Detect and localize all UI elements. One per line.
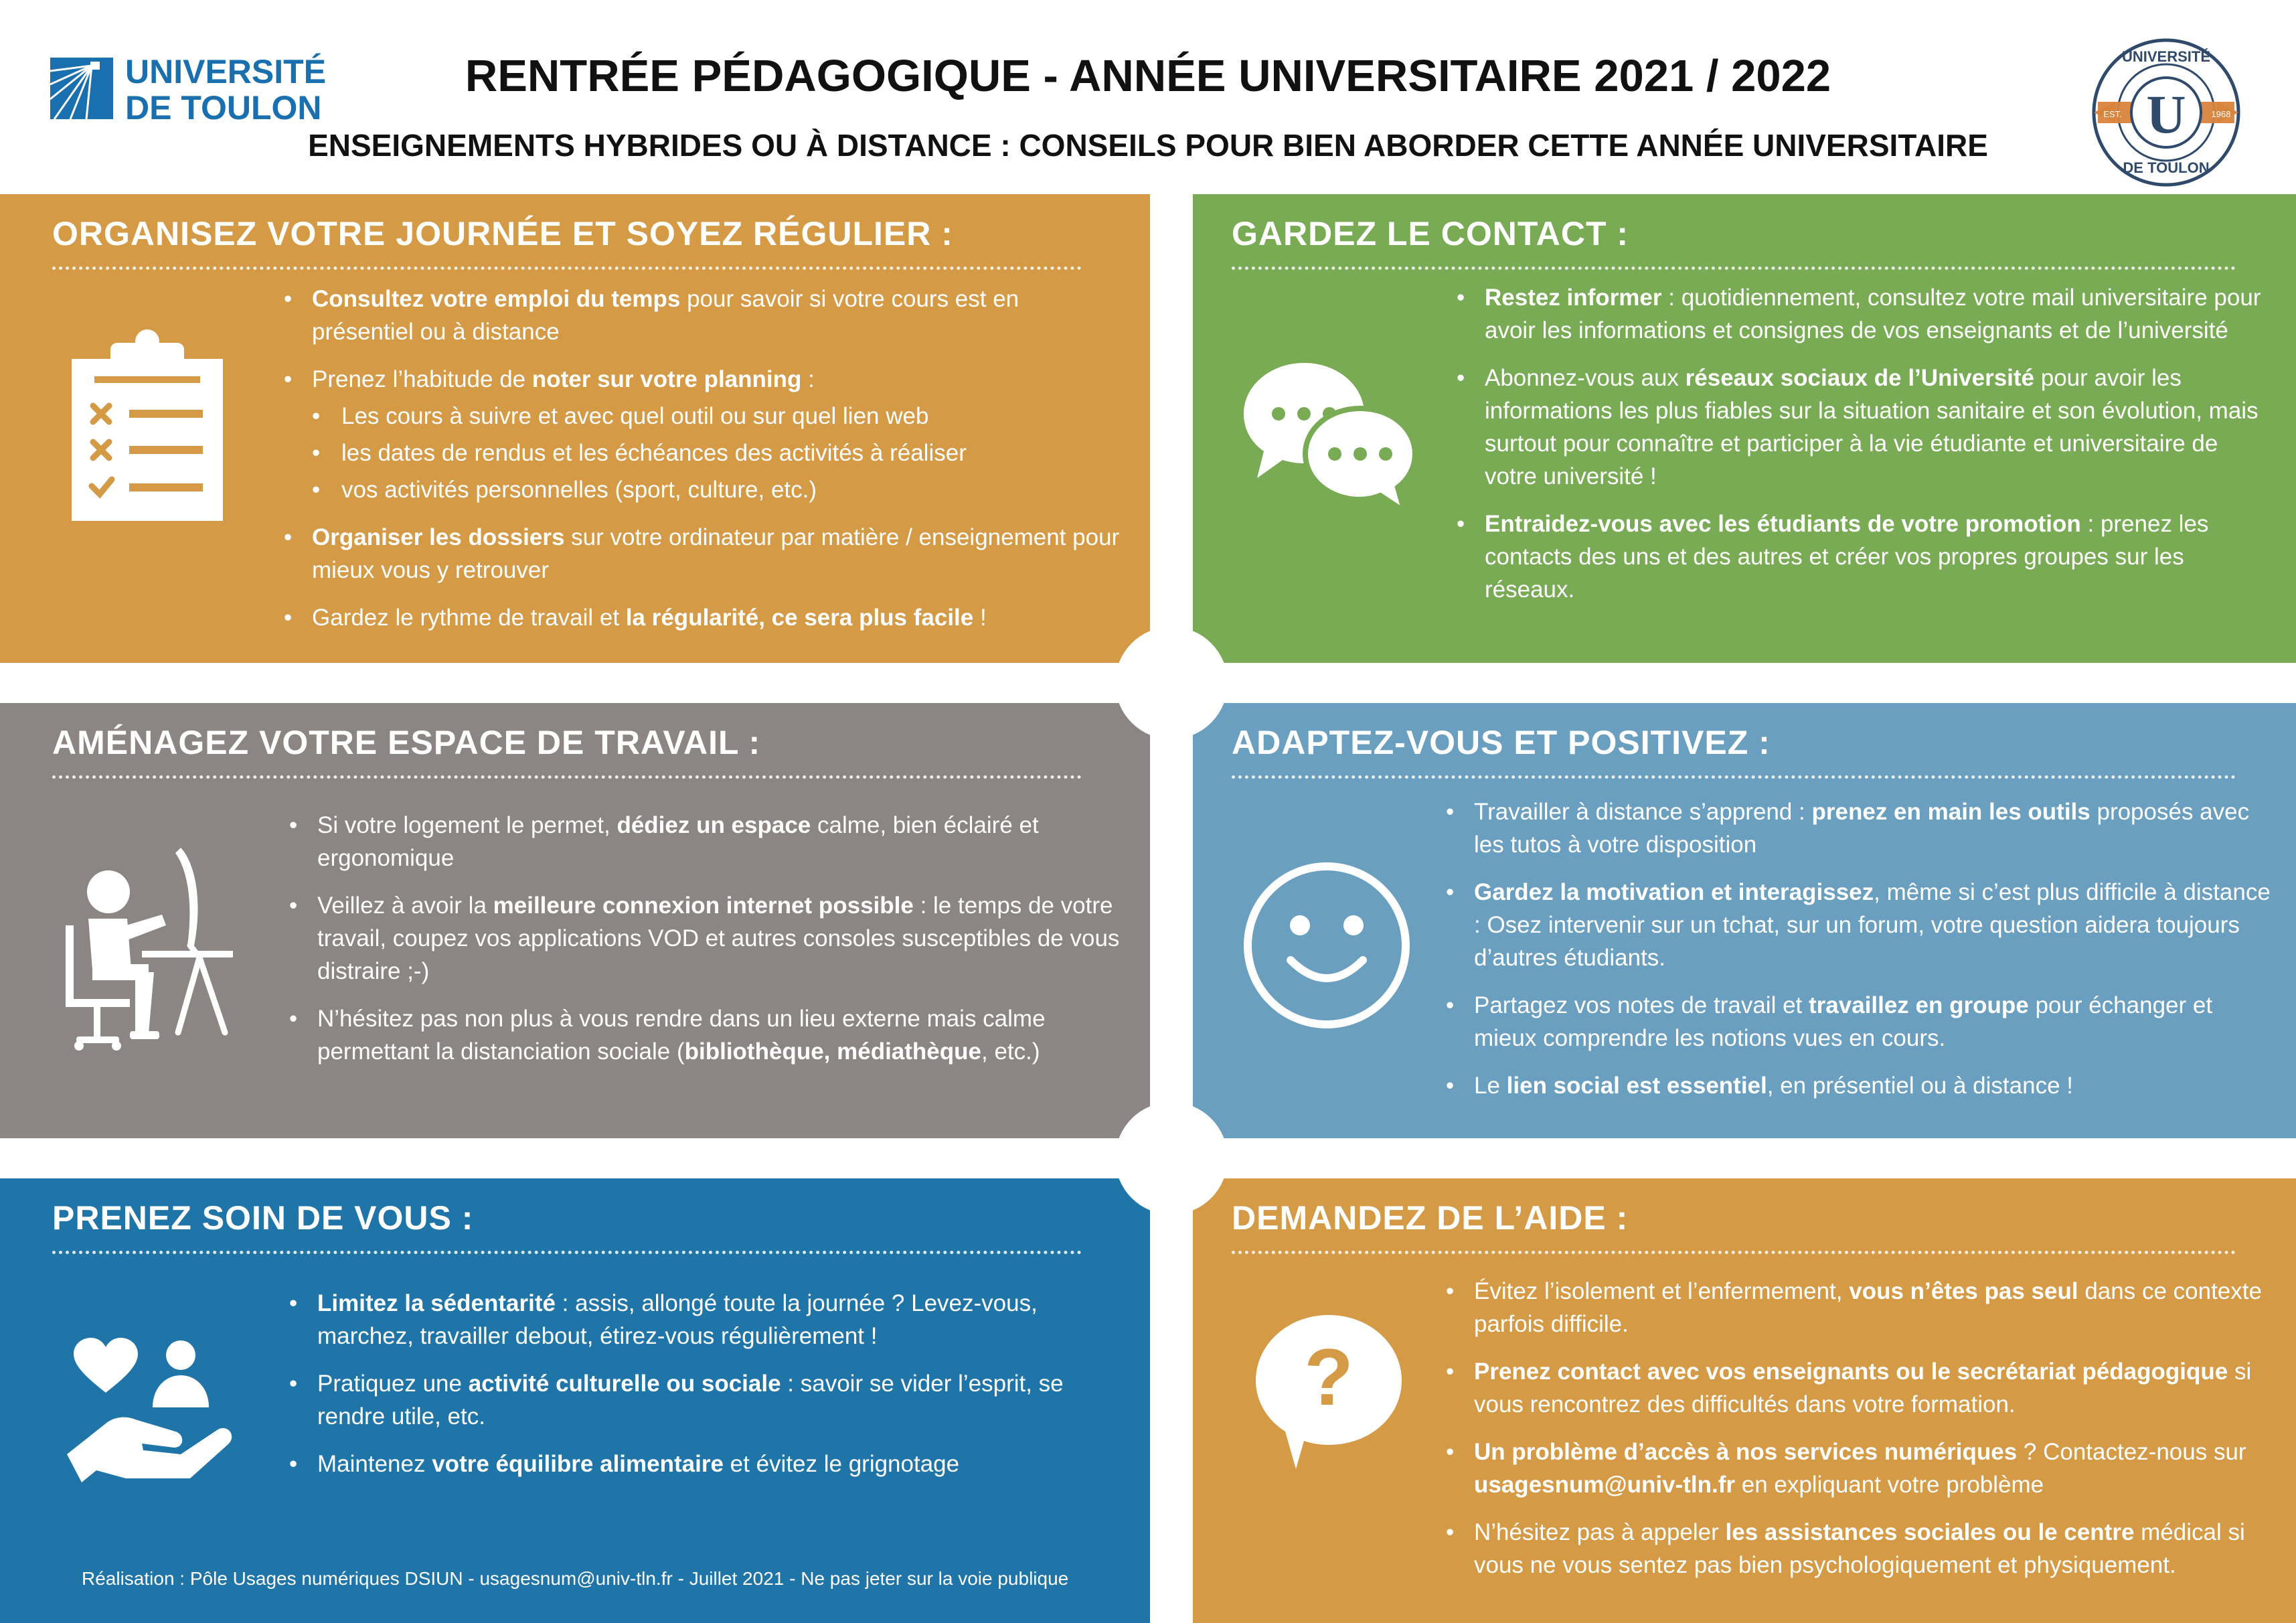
dotted-divider — [52, 775, 1082, 779]
person-at-computer-icon — [62, 845, 236, 1056]
panel-aide — [1193, 1178, 2296, 1623]
logo-line-2: DE TOULON — [125, 89, 322, 127]
panel-title: ORGANISEZ VOTRE JOURNÉE ET SOYEZ RÉGULIER : — [52, 215, 953, 252]
list-item: • Prenez contact avec vos enseignants ou le secrétariat pédagogique si vous rencontrez des difficultés dans votre formation. — [1443, 1355, 2273, 1421]
dotted-divider — [1232, 1251, 2236, 1254]
list-item: • Restez informer : quotidiennement, consultez votre mail universitaire pour avoir les informations et consignes de vos enseignants et de l’université — [1454, 281, 2271, 347]
seal-bottom-text: DE TOULON — [2123, 159, 2210, 176]
list-item: • Évitez l’isolement et l’enfermement, vous n’êtes pas seul dans ce contexte parfois difficile. — [1443, 1275, 2273, 1340]
list-item: • N’hésitez pas non plus à vous rendre dans un lieu externe mais calme permettant la distanciation sociale (bibliothèque, médiathèque, etc.) — [286, 1002, 1123, 1068]
list-item: • Un problème d’accès à nos services numériques ? Contactez-nous sur usagesnum@univ-tln.fr en expliquant votre problème — [1443, 1436, 2273, 1501]
list-item: • Le lien social est essentiel, en présentiel ou à distance ! — [1443, 1069, 2273, 1102]
list-item: • Gardez le rythme de travail et la régularité, ce sera plus facile ! — [281, 601, 1125, 634]
sub-list-item: • les dates de rendus et les échéances des activités à réaliser — [312, 437, 1125, 469]
list-item: • Consultez votre emploi du temps pour savoir si votre cours est en présentiel ou à distance — [281, 283, 1125, 348]
dotted-divider — [1232, 266, 2236, 270]
panel-organisez — [0, 194, 1150, 663]
panel-title: AMÉNAGEZ VOTRE ESPACE DE TRAVAIL : — [52, 724, 761, 761]
chat-bubbles-icon — [1237, 356, 1424, 520]
clipboard-checklist-icon — [70, 328, 224, 526]
email-link[interactable]: usagesnum@univ-tln.fr — [1474, 1472, 1735, 1498]
list-item: • Abonnez-vous aux réseaux sociaux de l’Université pour avoir les informations les plus fiables sur la situation sanitaire et son évolution, mais surtout pour connaître et participer à la vie étudiante et universitaire de votre université ! — [1454, 362, 2271, 493]
list-item: • Gardez la motivation et interagissez, même si c’est plus difficile à distance : Osez intervenir sur un tchat, sur un forum, votre question aidera toujours d’autres étudiants. — [1443, 876, 2273, 974]
question-bubble-icon — [1252, 1311, 1406, 1475]
connector-circle — [1115, 1102, 1228, 1215]
svg-text:?: ? — [1304, 1332, 1354, 1422]
panel-title: PRENEZ SOIN DE VOUS : — [52, 1199, 474, 1237]
seal-est: EST. — [2103, 109, 2122, 119]
seal-year: 1968 — [2211, 109, 2231, 119]
panel-title: GARDEZ LE CONTACT : — [1232, 215, 1629, 252]
panel-title: ADAPTEZ-VOUS ET POSITIVEZ : — [1232, 724, 1771, 761]
connector-circle — [1115, 627, 1228, 739]
dotted-divider — [1232, 775, 2236, 779]
university-seal-icon — [2088, 35, 2244, 190]
logo-line-1: UNIVERSITÉ — [125, 53, 327, 90]
panel-contact — [1193, 194, 2296, 663]
sub-list-item: • Les cours à suivre et avec quel outil ou sur quel lien web — [312, 400, 1125, 433]
list-item: • Partagez vos notes de travail et travaillez en groupe pour échanger et mieux comprendre les notions vues en cours. — [1443, 989, 2273, 1055]
list-item: • Travailler à distance s’apprend : prenez en main les outils proposés avec les tutos à votre disposition — [1443, 795, 2273, 861]
list-item: • Veillez à avoir la meilleure connexion internet possible : le temps de votre travail, coupez vos applications VOD et autres consoles susceptibles de vous distraire ;-) — [286, 889, 1123, 988]
list-item: • Entraidez-vous avec les étudiants de votre promotion : prenez les contacts des uns et des autres et créer vos propres groupes sur les réseaux. — [1454, 508, 2271, 606]
page-header — [0, 0, 2296, 194]
list-item: • Organiser les dossiers sur votre ordinateur par matière / enseignement pour mieux vous y retrouver — [281, 521, 1125, 587]
seal-letter: U — [2146, 84, 2186, 145]
dotted-divider — [52, 266, 1082, 270]
page-subtitle: ENSEIGNEMENTS HYBRIDES OU À DISTANCE : CONSEILS POUR BIEN ABORDER CETTE ANNÉE UNIVERSITAIRE — [308, 128, 1988, 163]
list-item: • N’hésitez pas à appeler les assistances sociales ou le centre médical si vous ne vous sentez pas bien psychologiquement et physiquement. — [1443, 1516, 2273, 1581]
dotted-divider — [52, 1251, 1082, 1254]
page-title: RENTRÉE PÉDAGOGIQUE - ANNÉE UNIVERSITAIRE 2021 / 2022 — [465, 51, 1831, 101]
sub-list-item: • vos activités personnelles (sport, culture, etc.) — [312, 473, 1125, 506]
panel-espace — [0, 703, 1150, 1138]
panel-soin — [0, 1178, 1150, 1623]
smiley-icon — [1240, 858, 1414, 1036]
panel-adaptez — [1193, 703, 2296, 1138]
hand-heart-person-icon — [62, 1336, 236, 1487]
list-item: • Pratiquez une activité culturelle ou sociale : savoir se vider l’esprit, se rendre utile, etc. — [286, 1367, 1123, 1433]
list-item: • Limitez la sédentarité : assis, allongé toute la journée ? Levez-vous, marchez, travailler debout, étirez-vous régulièrement ! — [286, 1287, 1123, 1352]
list-item: • Maintenez votre équilibre alimentaire et évitez le grignotage — [286, 1448, 1123, 1480]
footer-credits: Réalisation : Pôle Usages numériques DSIUN - usagesnum@univ-tln.fr - Juillet 2021 - Ne pas jeter sur la voie publique — [82, 1568, 1069, 1589]
seal-top-text: UNIVERSITÉ — [2121, 48, 2211, 65]
list-item: • Prenez l’habitude de noter sur votre planning : • Les cours à suivre et avec quel outil ou sur quel lien web • les dates de rendus et les échéances des activités à réaliser • vos activités personnelles (sport, culture, etc.) — [281, 363, 1125, 506]
panel-title: DEMANDEZ DE L’AIDE : — [1232, 1199, 1629, 1237]
list-item: • Si votre logement le permet, dédiez un espace calme, bien éclairé et ergonomique — [286, 809, 1123, 874]
